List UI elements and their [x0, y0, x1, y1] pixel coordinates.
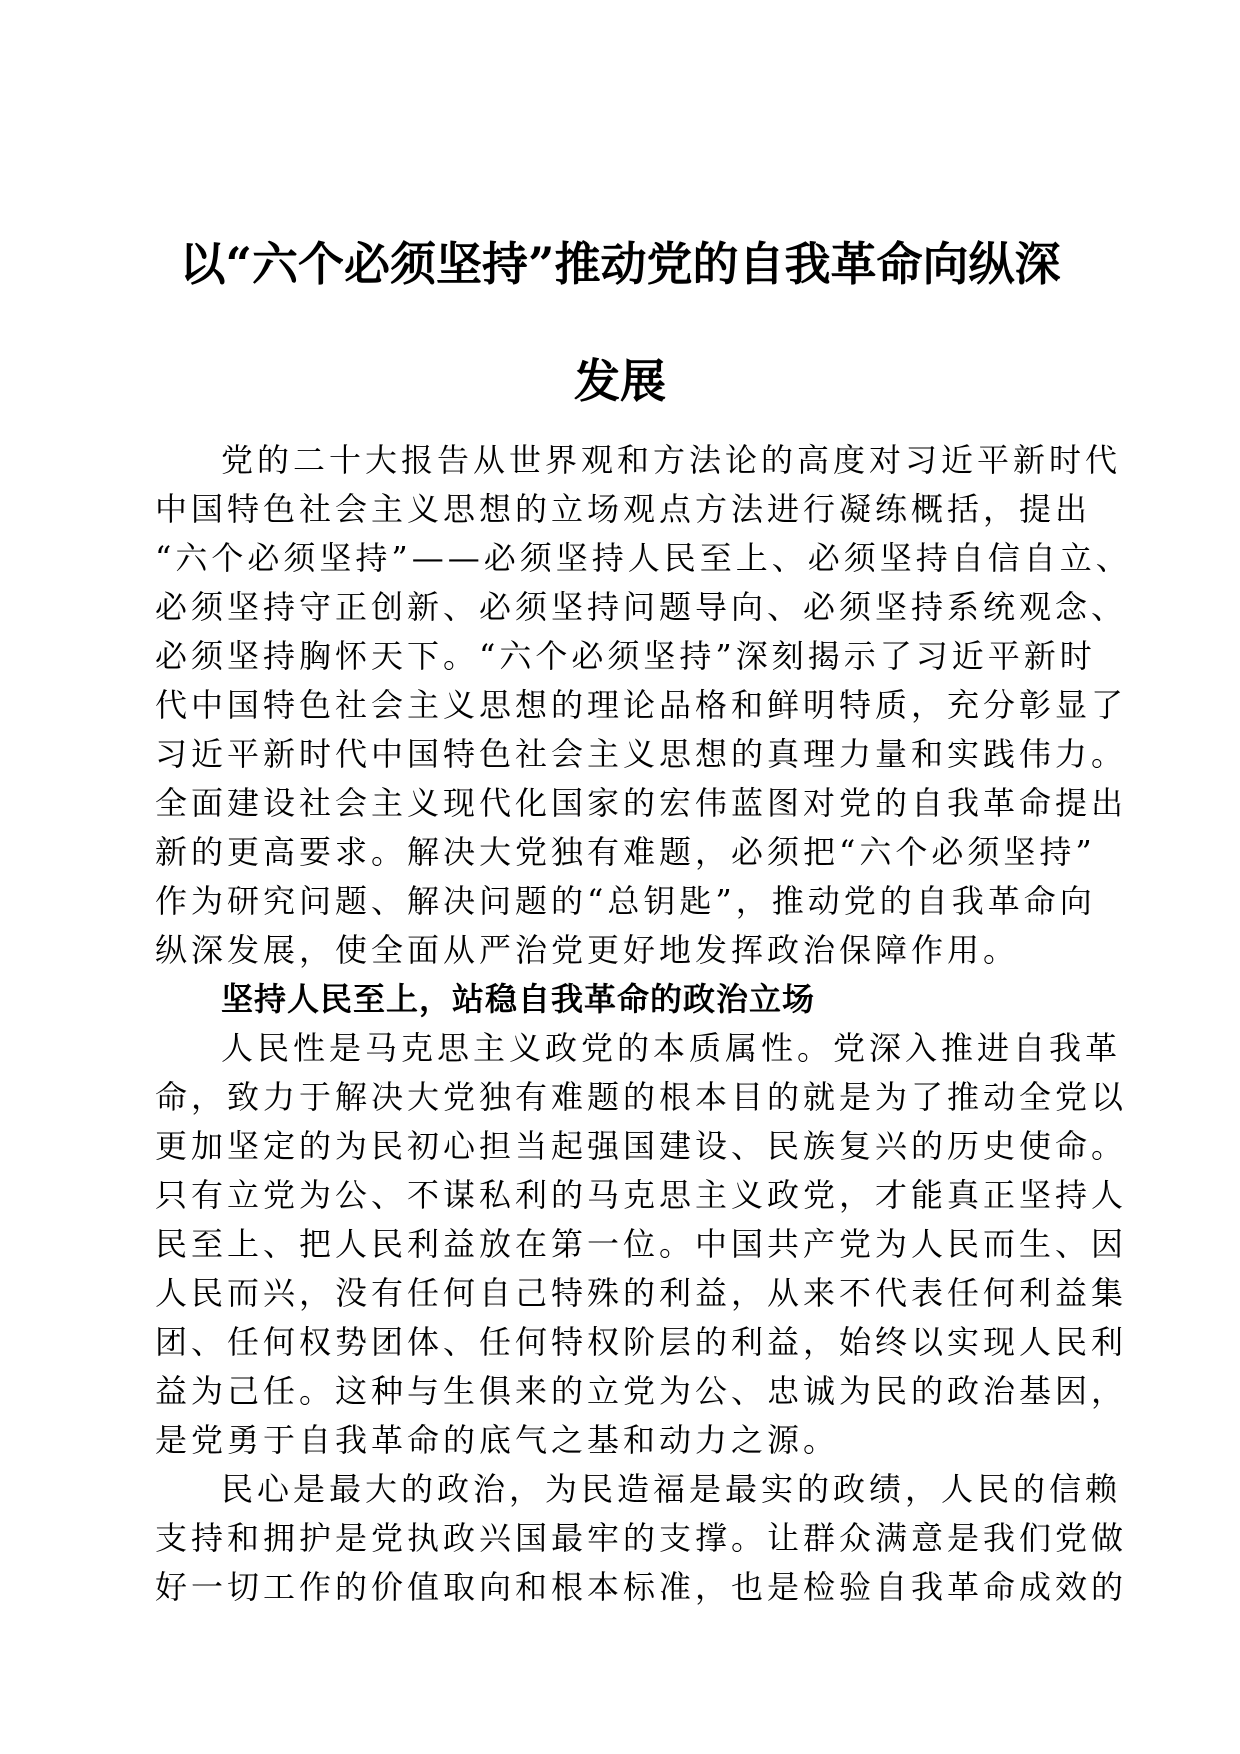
body-line: “六个必须坚持”——必须坚持人民至上、必须坚持自信自立、 [155, 539, 1132, 577]
body-line: 好一切工作的价值取向和根本标准，也是检验自我革命成效的 [155, 1568, 1128, 1606]
body-line: 必须坚持守正创新、必须坚持问题导向、必须坚持系统观念、 [155, 588, 1128, 626]
body-line: 中国特色社会主义思想的立场观点方法进行凝练概括，提出 [155, 490, 1092, 528]
body-line: 民至上、把人民利益放在第一位。中国共产党为人民而生、因 [155, 1225, 1128, 1263]
body-line: 作为研究问题、解决问题的“总钥匙”，推动党的自我革命向 [155, 882, 1096, 920]
body-line: 命，致力于解决大党独有难题的根本目的就是为了推动全党以 [155, 1078, 1128, 1116]
body-line: 全面建设社会主义现代化国家的宏伟蓝图对党的自我革命提出 [155, 784, 1128, 822]
body-line: 民心是最大的政治，为民造福是最实的政绩，人民的信赖 [221, 1470, 1122, 1508]
body-line: 人民而兴，没有任何自己特殊的利益，从来不代表任何利益集 [155, 1274, 1128, 1312]
body-line: 益为己任。这种与生俱来的立党为公、忠诚为民的政治基因， [155, 1372, 1128, 1410]
document-title-line-1: 以“六个必须坚持”推动党的自我革命向纵深 [179, 237, 1061, 291]
body-line: 是党勇于自我革命的底气之基和动力之源。 [155, 1421, 840, 1459]
body-line: 新的更高要求。解决大党独有难题，必须把“六个必须坚持” [155, 833, 1096, 871]
document-body [155, 436, 1132, 1612]
body-line: 必须坚持胸怀天下。“六个必须坚持”深刻揭示了习近平新时 [155, 637, 1096, 675]
body-line: 更加坚定的为民初心担当起强国建设、民族复兴的历史使命。 [155, 1127, 1128, 1165]
document-title-line-2: 发展 [574, 354, 666, 408]
body-line: 习近平新时代中国特色社会主义思想的真理力量和实践伟力。 [155, 735, 1128, 773]
section-heading: 坚持人民至上，站稳自我革命的政治立场 [221, 980, 816, 1018]
body-line: 党的二十大报告从世界观和方法论的高度对习近平新时代 [221, 441, 1122, 479]
body-line: 人民性是马克思主义政党的本质属性。党深入推进自我革 [221, 1029, 1122, 1067]
body-line: 代中国特色社会主义思想的理论品格和鲜明特质，充分彰显了 [155, 686, 1128, 724]
body-line: 纵深发展，使全面从严治党更好地发挥政治保障作用。 [155, 931, 1020, 969]
body-line: 支持和拥护是党执政兴国最牢的支撑。让群众满意是我们党做 [155, 1519, 1128, 1557]
body-line: 只有立党为公、不谋私利的马克思主义政党，才能真正坚持人 [155, 1176, 1128, 1214]
body-line: 团、任何权势团体、任何特权阶层的利益，始终以实现人民利 [155, 1323, 1128, 1361]
